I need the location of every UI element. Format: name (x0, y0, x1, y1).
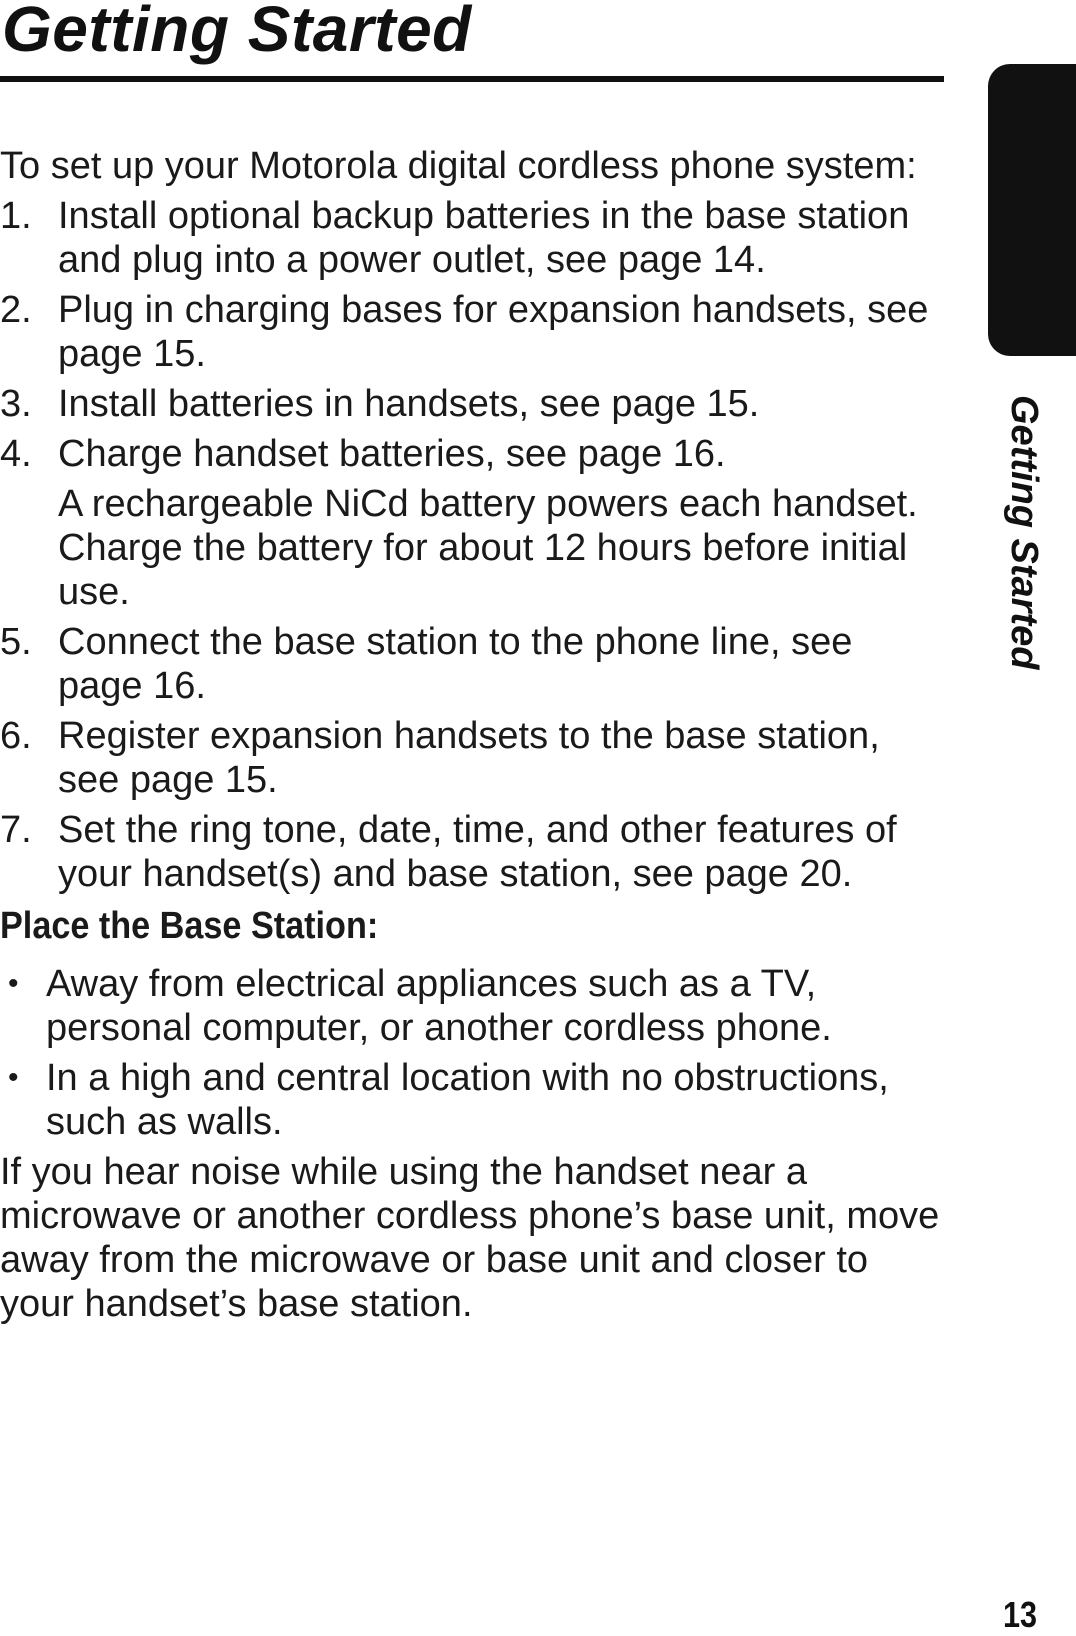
step-item (0, 432, 945, 476)
noise-tip-paragraph: If you hear noise while using the handset near a microwave or another cordless phone’s base unit, move away from the microwave or base unit and closer to your handset’s base station. (0, 1151, 940, 1325)
side-tab-marker (988, 64, 1076, 356)
setup-steps-list (0, 194, 945, 476)
step-item (0, 808, 945, 896)
step-number: 3. (0, 383, 32, 425)
bullet-text: Away from electrical appliances such as a TV, personal computer, or another cordless phone. (46, 963, 832, 1049)
side-tab-label: Getting Started (1003, 395, 1045, 670)
main-content (0, 144, 945, 1326)
step-text: Connect the base station to the phone line, see page 16. (58, 621, 853, 707)
step-4-note: A rechargeable NiCd battery powers each handset. Charge the battery for about 12 hours before initial use. (58, 483, 918, 613)
bullet-icon: • (8, 1061, 19, 1094)
step-text: Install optional backup batteries in the base station and plug into a power outlet, see page 14. (58, 195, 910, 281)
placement-list (0, 962, 945, 1144)
step-item (0, 288, 945, 376)
list-item (0, 962, 945, 1050)
step-text: Charge handset batteries, see page 16. (58, 433, 726, 475)
step-item (0, 382, 945, 426)
step-number: 7. (0, 809, 32, 851)
page-number: 13 (1003, 1594, 1038, 1635)
step-item (0, 620, 945, 708)
step-number: 4. (0, 433, 32, 475)
step-text: Plug in charging bases for expansion handsets, see page 15. (58, 289, 929, 375)
bullet-icon: • (8, 967, 19, 1000)
step-number: 6. (0, 715, 32, 757)
step-number: 5. (0, 621, 32, 663)
intro-paragraph: To set up your Motorola digital cordless phone system: (0, 145, 917, 187)
step-number: 1. (0, 195, 32, 237)
step-item (0, 194, 945, 282)
placement-heading: Place the Base Station: (0, 905, 379, 947)
step-text: Install batteries in handsets, see page 15. (58, 383, 760, 425)
title-rule (0, 76, 944, 82)
step-text: Register expansion handsets to the base station, see page 15. (58, 715, 880, 801)
step-number: 2. (0, 289, 32, 331)
step-item (0, 714, 945, 802)
step-text: Set the ring tone, date, time, and other features of your handset(s) and base station, see page 20. (58, 809, 897, 895)
setup-steps-list-continued (0, 620, 945, 896)
page-title: Getting Started (2, 0, 472, 65)
bullet-text: In a high and central location with no obstructions, such as walls. (46, 1057, 889, 1143)
list-item (0, 1056, 945, 1144)
